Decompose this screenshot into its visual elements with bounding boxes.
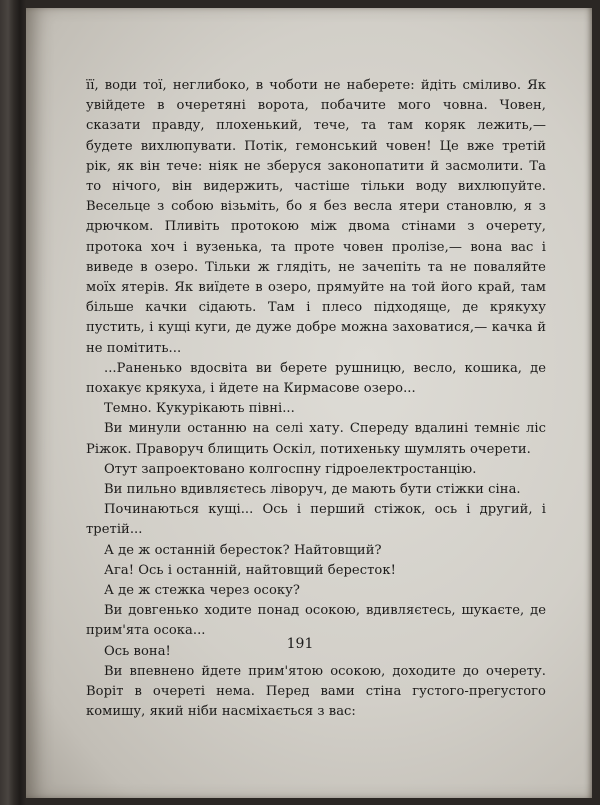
page-number: 191 — [286, 636, 314, 652]
paragraph: Починаються кущі... Ось і перший стіжок, ось і другий, і третій... — [86, 502, 546, 538]
paragraph: Ви довгенько ходите понад осокою, вдивляєтесь, шукаєте, де прим'ята осока... — [86, 603, 546, 639]
paragraph: ...Раненько вдосвіта ви берете рушницю, весло, кошика, де похакує крякуха, і йдете на Кирмасове озеро... — [86, 360, 546, 397]
paragraph: її, води тої, неглибоко, в чоботи не наберете: йдіть сміливо. Як увійдете в очеретяні ворота, побачите мого човна. Човен, сказати правду, плохенький, тече, та там коряк лежить,— будете вихлюпувати. Потік, гемонський човен! Це вже третій рік, як він тече: ніяк не зберуся законопатити й засмолити. Та то нічого, він видержить, частіше тільки воду вихлюпуйте. Весельце з собою візьміть, бо я без весла ятери становлю, я з дрючком. Пливіть протокою між двома стінами з очерету, протока хоч і вузенька, та проте човен пролізе,— вона вас і виведе в озеро. Тільки ж глядіть, не зачепіть та не поваляйте моїх ятерів. Як виїдете в озеро, прямуйте на той його край, там більше качки сідають. Там і плесо підходяще, де крякуху пустить, і кущі куги, де дуже добре можна заховатися,— качка й не помітить... — [86, 78, 546, 356]
paragraph: Ви минули останню на селі хату. Спереду вдалині темніє ліс Ріжок. Праворуч блищить Оскіл, потихеньку шумлять очерети. — [86, 421, 546, 457]
paragraph: Ви впевнено йдете прим'ятою осокою, доходите до очерету. Ворiт в очереті нема. Перед вами стіна густого-прегустого комишу, який ніби насміхається з вас: — [86, 663, 546, 720]
page-text — [86, 76, 546, 723]
paragraph: Темно. Кукурікають півні... — [104, 401, 295, 417]
paragraph: А де ж останній бересток? Найтовщий? — [104, 542, 382, 558]
paragraph: Ось вона! — [104, 643, 171, 659]
paragraph: Отут запроектовано колгоспну гідроелектростанцію. — [104, 461, 477, 477]
paragraph: Ага! Ось і останній, найтовщий бересток! — [104, 562, 396, 578]
paragraph: Ви пильно вдивляєтесь ліворуч, де мають бути стіжки сіна. — [104, 482, 521, 498]
paragraph: А де ж стежка через осоку? — [104, 583, 300, 599]
